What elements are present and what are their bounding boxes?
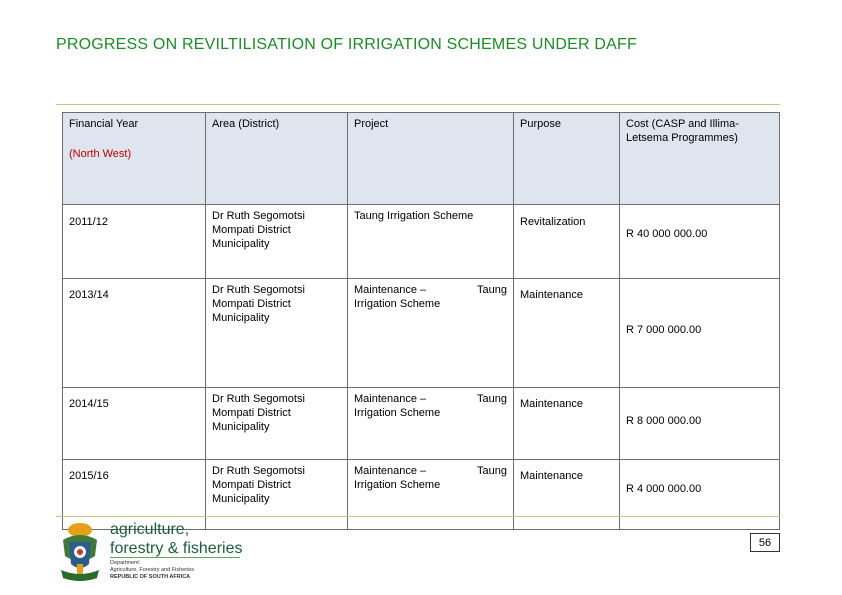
header-purpose: Purpose — [514, 113, 620, 205]
cell-project — [348, 388, 514, 460]
brand-divider — [110, 557, 240, 558]
cell-cost: R 8 000 000.00 — [620, 388, 780, 460]
table-row — [63, 279, 780, 388]
table-row — [63, 388, 780, 460]
cell-area: Dr Ruth Segomotsi Mompati District Municipality — [206, 388, 348, 460]
header-cost: Cost (CASP and Illima-Letsema Programmes) — [620, 113, 780, 205]
table-header-row — [63, 113, 780, 205]
cell-area: Dr Ruth Segomotsi Mompati District Municipality — [206, 205, 348, 279]
cell-project — [348, 460, 514, 530]
cell-project-part-a: Maintenance – — [354, 465, 427, 477]
header-area: Area (District) — [206, 113, 348, 205]
cell-year: 2015/16 — [63, 460, 206, 530]
cell-year: 2014/15 — [63, 388, 206, 460]
header-region-label: (North West) — [69, 148, 132, 160]
coat-of-arms-icon — [55, 520, 105, 586]
cell-cost: R 40 000 000.00 — [620, 205, 780, 279]
cell-project-part-c: Irrigation Scheme — [354, 298, 441, 310]
department-line-3: REPUBLIC OF SOUTH AFRICA — [110, 574, 191, 580]
cell-project — [348, 205, 514, 279]
cell-cost: R 7 000 000.00 — [620, 279, 780, 388]
brand-line-2: forestry & fisheries — [110, 540, 243, 557]
header-financial-year — [63, 113, 206, 205]
cell-project-part-a: Maintenance – — [354, 393, 427, 405]
page-title: PROGRESS ON REVILTILISATION OF IRRIGATION SCHEMES UNDER DAFF — [56, 36, 637, 53]
department-line-1: Department: — [110, 560, 141, 566]
cell-project-part-c: Irrigation Scheme — [354, 407, 441, 419]
cell-area: Dr Ruth Segomotsi Mompati District Municipality — [206, 460, 348, 530]
brand-wordmark — [110, 520, 242, 558]
irrigation-table — [62, 112, 780, 530]
table-row — [63, 460, 780, 530]
cell-project-part-a: Maintenance – — [354, 284, 427, 296]
department-text — [110, 560, 194, 581]
cell-purpose: Revitalization — [514, 205, 620, 279]
header-financial-year-label: Financial Year — [69, 118, 139, 130]
cell-purpose: Maintenance — [514, 460, 620, 530]
cell-project-part-c: Irrigation Scheme — [354, 479, 441, 491]
cell-year: 2011/12 — [63, 205, 206, 279]
cell-project-part-b: Taung — [477, 284, 507, 296]
brand-line-1: agriculture, — [110, 521, 190, 538]
cell-year: 2013/14 — [63, 279, 206, 388]
department-line-2: Agriculture, Forestry and Fisheries — [110, 567, 195, 573]
cell-project-text: Taung Irrigation Scheme — [354, 210, 474, 222]
cell-project-part-b: Taung — [477, 465, 507, 477]
bottom-divider — [56, 516, 780, 517]
cell-project-part-b: Taung — [477, 393, 507, 405]
cell-cost: R 4 000 000.00 — [620, 460, 780, 530]
table-row — [63, 205, 780, 279]
cell-project — [348, 279, 514, 388]
top-divider — [56, 104, 780, 105]
header-project: Project — [348, 113, 514, 205]
cell-purpose: Maintenance — [514, 388, 620, 460]
cell-purpose: Maintenance — [514, 279, 620, 388]
page-number: 56 — [750, 533, 780, 552]
cell-area: Dr Ruth Segomotsi Mompati District Municipality — [206, 279, 348, 388]
